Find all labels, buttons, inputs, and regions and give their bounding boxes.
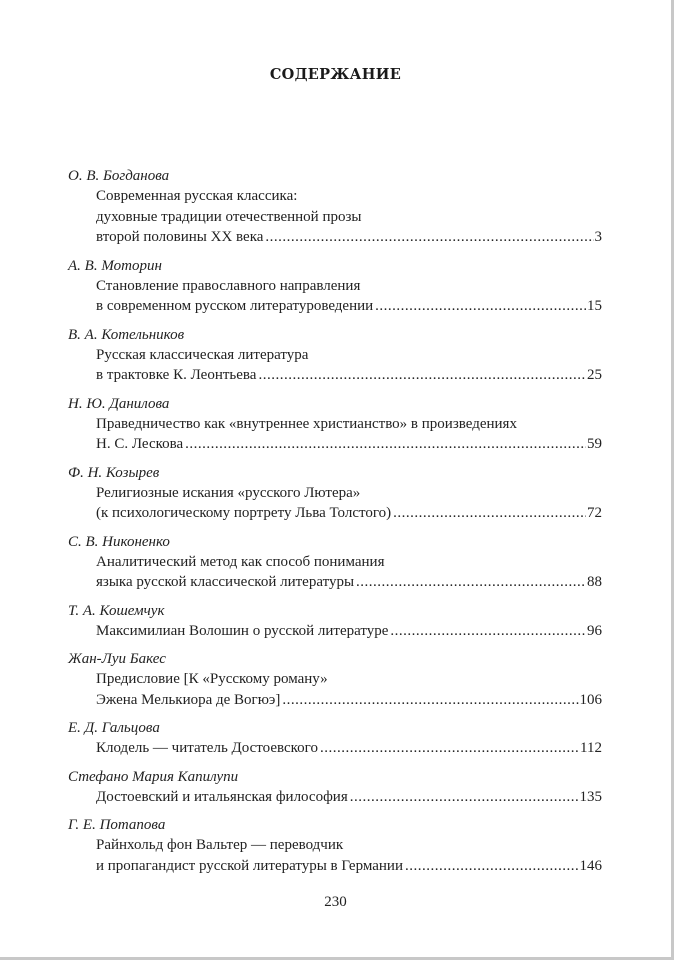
entry-author: Т. А. Кошемчук	[68, 602, 165, 619]
entry-title-line	[68, 690, 602, 711]
entry-page-number: 88	[587, 574, 602, 590]
entry-title-line: Становление православного направления	[96, 277, 361, 294]
entry-author: Е. Д. Гальцова	[68, 720, 160, 736]
entry-page-number: 25	[587, 367, 602, 383]
entry-page-number: 72	[587, 505, 602, 521]
entry-author: В. А. Котельников	[68, 326, 185, 343]
toc-entry	[68, 601, 602, 642]
entry-title-text: Эжена Мелькиора де Вогюэ]	[96, 691, 281, 708]
entry-title-line: Праведничество как «внутреннее христианство» в произведениях	[96, 415, 517, 432]
dot-leader	[265, 227, 593, 248]
toc-entry	[68, 718, 602, 759]
entry-title-text: (к психологическому портрету Льва Толстого)	[96, 505, 392, 521]
toc-entry	[68, 767, 602, 808]
entry-page-number: 112	[580, 740, 602, 756]
entry-title-line	[68, 572, 602, 593]
page-number: 230	[324, 894, 347, 910]
entry-title-line	[68, 856, 602, 877]
entry-author: С. В. Никоненко	[68, 533, 170, 550]
entry-title-line: Аналитический метод как способ понимания	[96, 553, 385, 570]
entry-page-number: 146	[579, 857, 602, 874]
dot-leader	[393, 503, 586, 524]
entry-title-line	[68, 621, 602, 642]
entry-page-number: 59	[587, 436, 602, 452]
toc-entry	[68, 463, 602, 524]
toc-entry	[68, 532, 602, 593]
entry-page-number: 106	[579, 691, 602, 708]
entry-title-text: Н. С. Лескова	[96, 436, 184, 452]
dot-leader	[405, 856, 579, 877]
entry-page-number: 96	[587, 622, 602, 639]
entry-author: Жан-Луи Бакес	[68, 651, 166, 667]
entry-title-line	[68, 738, 602, 759]
dot-leader	[320, 738, 579, 759]
toc-entry	[68, 649, 602, 710]
entry-title-line	[68, 227, 602, 248]
page-title: СОДЕРЖАНИЕ	[269, 66, 402, 83]
table-of-contents	[68, 166, 602, 884]
entry-title-text: Максимилиан Волошин о русской литературе	[96, 622, 389, 639]
dot-leader	[375, 296, 586, 317]
entry-author: О. В. Богданова	[68, 168, 170, 184]
entry-title-line	[68, 434, 602, 455]
entry-author: Г. Е. Потапова	[68, 817, 166, 833]
entry-title-text: Достоевский и итальянская философия	[96, 788, 348, 805]
entry-author: Н. Ю. Данилова	[68, 395, 170, 412]
entry-title-text: второй половины XX века	[96, 229, 264, 245]
entry-title-text: языка русской классической литературы	[96, 574, 355, 590]
dot-leader	[350, 787, 579, 808]
entry-title-line: Религиозные искания «русского Лютера»	[96, 484, 361, 501]
entry-title-line: Предисловие [К «Русскому роману»	[96, 671, 328, 687]
dot-leader	[390, 621, 586, 642]
entry-title-line: духовные традиции отечественной прозы	[96, 208, 362, 225]
entry-page-number: 135	[579, 788, 602, 805]
entry-title-text: и пропагандист русской литературы в Германии	[96, 857, 403, 874]
dot-leader	[185, 434, 586, 455]
toc-entry	[68, 256, 602, 317]
entry-title-line	[68, 503, 602, 524]
entry-title-line	[68, 296, 602, 317]
toc-entry	[68, 166, 602, 248]
dot-leader	[258, 365, 586, 386]
entry-title-line	[68, 787, 602, 808]
entry-author: А. В. Моторин	[68, 257, 162, 274]
entry-title-text: в современном русском литературоведении	[96, 298, 374, 314]
entry-page-number: 15	[587, 298, 602, 314]
entry-title-line: Современная русская классика:	[96, 188, 298, 204]
toc-entry	[68, 815, 602, 876]
entry-author: Стефано Мария Капилупи	[68, 768, 239, 785]
entry-title-line	[68, 365, 602, 386]
toc-entry	[68, 394, 602, 455]
entry-title-text: Клодель — читатель Достоевского	[96, 740, 318, 756]
entry-title-text: в трактовке К. Леонтьева	[96, 367, 257, 383]
entry-author: Ф. Н. Козырев	[68, 464, 160, 481]
entry-title-line: Русская классическая литература	[96, 346, 309, 363]
entry-page-number: 3	[594, 229, 602, 245]
dot-leader	[282, 690, 578, 711]
dot-leader	[356, 572, 586, 593]
toc-entry	[68, 325, 602, 386]
entry-title-line: Райнхольд фон Вальтер — переводчик	[96, 837, 344, 853]
